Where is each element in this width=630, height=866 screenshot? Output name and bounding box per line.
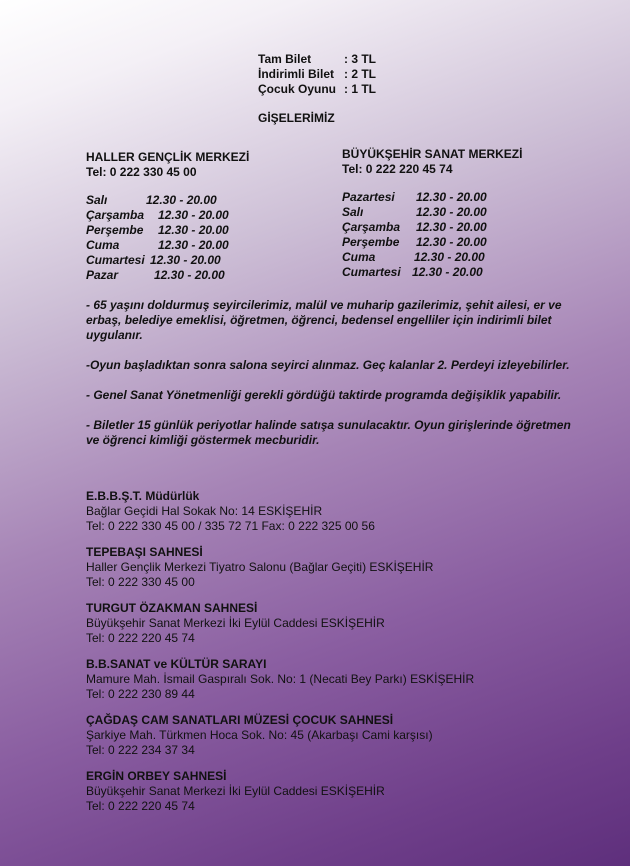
schedule-row [86,193,229,208]
schedule-hours: 12.30 - 20.00 [146,193,217,207]
contact-block [86,769,606,814]
contact-address: Şarkiye Mah. Türkmen Hoca Sok. No: 45 (Akarbaşı Cami karşısı) [86,728,433,742]
note-paragraph: - Genel Sanat Yönetmenliği gerekli gördüğü taktirde programda değişiklik yapabilir. [86,388,562,402]
price-row [258,67,376,82]
box-offices-heading: GİŞELERİMİZ [258,111,335,125]
notes-section [86,298,586,463]
contact-title: ÇAĞDAŞ CAM SANATLARI MÜZESİ ÇOCUK SAHNESİ [86,713,394,727]
price-value: : 1 TL [344,82,376,96]
schedule-row [86,208,229,223]
contact-title: ERGİN ORBEY SAHNESİ [86,769,227,783]
contact-tel: Tel: 0 222 234 37 34 [86,743,195,757]
contact-title: TURGUT ÖZAKMAN SAHNESİ [86,601,258,615]
schedule-row [342,250,487,265]
venue-right-tel: Tel: 0 222 220 45 74 [342,162,453,176]
price-label: İndirimli Bilet [258,67,335,81]
contact-tel: Tel: 0 222 220 45 74 [86,631,195,645]
ticket-prices [258,52,376,97]
schedule-hours: 12.30 - 20.00 [416,190,487,204]
schedule-hours: 12.30 - 20.00 [150,253,221,267]
contact-block [86,489,606,534]
schedule-day: Cuma [342,250,376,264]
contact-tel: Tel: 0 222 330 45 00 / 335 72 71 Fax: 0 222 325 00 56 [86,519,375,533]
contact-title: B.B.SANAT ve KÜLTÜR SARAYI [86,657,267,671]
note-paragraph: - Biletler 15 günlük periyotlar halinde satışa sunulacaktır. Oyun girişlerinde öğretmen ve öğrenci kimliği göstermek mecburidir. [86,418,571,447]
schedule-day: Pazartesi [342,190,395,204]
schedule-day: Salı [86,193,108,207]
contact-title: E.B.B.Ş.T. Müdürlük [86,489,200,503]
venue-right-header [342,147,522,177]
venue-left-name: HALLER GENÇLİK MERKEZİ [86,150,250,164]
contact-address: Büyükşehir Sanat Merkezi İki Eylül Caddesi ESKİŞEHİR [86,784,385,798]
venue-right-name: BÜYÜKŞEHİR SANAT MERKEZİ [342,147,523,161]
venue-right-schedule [342,190,487,280]
schedule-row [342,220,487,235]
schedule-hours: 12.30 - 20.00 [158,208,229,222]
price-row [258,82,376,97]
schedule-hours: 12.30 - 20.00 [416,235,487,249]
schedule-day: Çarşamba [86,208,145,222]
contact-block [86,545,606,590]
schedule-day: Perşembe [342,235,400,249]
schedule-hours: 12.30 - 20.00 [412,265,483,279]
schedule-day: Perşembe [86,223,144,237]
venue-left-schedule [86,193,229,283]
price-row [258,52,376,67]
contact-address: Haller Gençlik Merkezi Tiyatro Salonu (Bağlar Geçiti) ESKİŞEHİR [86,560,434,574]
schedule-day: Çarşamba [342,220,401,234]
schedule-hours: 12.30 - 20.00 [416,205,487,219]
price-label: Tam Bilet [258,52,312,66]
schedule-day: Cumartesi [342,265,401,279]
schedule-day: Cumartesi [86,253,145,267]
venue-left-tel: Tel: 0 222 330 45 00 [86,165,197,179]
schedule-day: Pazar [86,268,119,282]
schedule-row [86,223,229,238]
schedule-hours: 12.30 - 20.00 [158,223,229,237]
contact-title: TEPEBAŞI SAHNESİ [86,545,203,559]
schedule-hours: 12.30 - 20.00 [158,238,229,252]
contact-address: Büyükşehir Sanat Merkezi İki Eylül Caddesi ESKİŞEHİR [86,616,385,630]
contact-tel: Tel: 0 222 230 89 44 [86,687,195,701]
schedule-row [86,253,229,268]
note-paragraph: -Oyun başladıktan sonra salona seyirci alınmaz. Geç kalanlar 2. Perdeyi izleyebilirler. [86,358,570,372]
schedule-day: Salı [342,205,364,219]
schedule-hours: 12.30 - 20.00 [416,220,487,234]
schedule-hours: 12.30 - 20.00 [154,268,225,282]
schedule-hours: 12.30 - 20.00 [414,250,485,264]
contact-address: Bağlar Geçidi Hal Sokak No: 14 ESKİŞEHİR [86,504,323,518]
schedule-row [342,265,487,280]
schedule-day: Cuma [86,238,120,252]
price-label: Çocuk Oyunu [258,82,337,96]
schedule-row [342,205,487,220]
price-value: : 2 TL [344,67,376,81]
schedule-row [86,238,229,253]
contact-address: Mamure Mah. İsmail Gaspıralı Sok. No: 1 (Necati Bey Parkı) ESKİŞEHİR [86,672,475,686]
note-paragraph: - 65 yaşını doldurmuş seyircilerimiz, malül ve muharip gazilerimiz, şehit ailesi, er ve erbaş, belediye emeklisi, öğretmen, öğrenci, bedensel engelliler için indirimli bilet uygulanır. [86,298,562,342]
schedule-row [342,235,487,250]
contact-tel: Tel: 0 222 330 45 00 [86,575,195,589]
contacts-section [86,489,606,825]
contact-block [86,713,606,758]
contact-block [86,601,606,646]
price-value: : 3 TL [344,52,376,66]
schedule-row [342,190,487,205]
contact-block [86,657,606,702]
contact-tel: Tel: 0 222 220 45 74 [86,799,195,813]
venue-left-header [86,150,249,180]
schedule-row [86,268,229,283]
